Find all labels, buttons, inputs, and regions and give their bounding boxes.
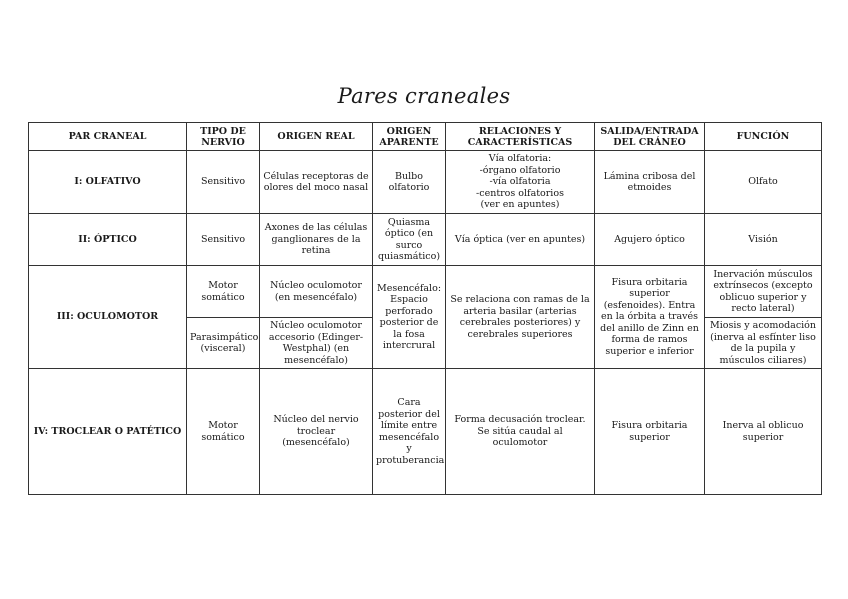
funcion-cell: Olfato [705, 151, 822, 214]
relaciones-cell [446, 369, 595, 495]
par-name: I: OLFATIVO [29, 151, 187, 214]
origen-real-cell: Axones de las células ganglionares de la retina [260, 214, 373, 266]
tipo-cell: Motor somático [187, 369, 260, 495]
table-row-troclear [29, 369, 822, 495]
funcion-cell: Miosis y acomodación (inerva al esfínter liso de la pupila y músculos ciliares) [705, 318, 822, 369]
relaciones-line: Vía olfatoria: [488, 153, 552, 165]
table-row-oculomotor [29, 266, 822, 318]
salida-cell: Agujero óptico [595, 214, 705, 266]
header-origen-aparente: ORIGEN APARENTE [373, 123, 446, 151]
par-name: IV: TROCLEAR O PATÉTICO [29, 369, 187, 495]
par-name: II: ÓPTICO [29, 214, 187, 266]
origen-aparente-cell: Bulbo olfatorio [373, 151, 446, 214]
salida-cell: Fisura orbitaria superior (esfenoides). Entra en la órbita a través del anillo de Zinn en forma de ramos superior e inferior [595, 266, 705, 369]
relaciones-line: -órgano olfatorio [479, 164, 561, 176]
cranial-nerves-table [28, 122, 822, 495]
header-origen-real: ORIGEN REAL [260, 123, 373, 151]
origen-real-cell: Núcleo oculomotor accesorio (Edinger-Westphal) (en mesencéfalo) [260, 318, 373, 369]
relaciones-line: Se sitúa caudal al oculomotor [477, 425, 563, 449]
origen-real-cell: Núcleo del nervio troclear (mesencéfalo) [260, 369, 373, 495]
page-title: Pares craneales [337, 84, 511, 108]
tipo-cell: Motor somático [187, 266, 260, 318]
tipo-cell: Sensitivo [187, 151, 260, 214]
header-row [29, 123, 822, 151]
relaciones-line: Forma decusación troclear. [454, 414, 586, 426]
origen-aparente-cell: Mesencéfalo: Espacio perforado posterior de la fosa intercrural [373, 266, 446, 369]
relaciones-line: -centros olfatorios [476, 187, 564, 199]
tipo-cell: Parasimpático (visceral) [187, 318, 260, 369]
funcion-cell: Inervación músculos extrínsecos (excepto oblicuo superior y recto lateral) [705, 266, 822, 318]
relaciones-line: (ver en apuntes) [480, 199, 560, 211]
funcion-cell: Visión [705, 214, 822, 266]
relaciones-cell: Vía óptica (ver en apuntes) [446, 214, 595, 266]
salida-cell: Fisura orbitaria superior [595, 369, 705, 495]
relaciones-cell: Se relaciona con ramas de la arteria basilar (arterias cerebrales posteriores) y cerebrales superiores [446, 266, 595, 369]
origen-real-cell: Células receptoras de olores del moco nasal [260, 151, 373, 214]
header-tipo: TIPO DE NERVIO [187, 123, 260, 151]
header-funcion: FUNCIÓN [705, 123, 822, 151]
tipo-cell: Sensitivo [187, 214, 260, 266]
origen-aparente-cell: Quiasma óptico (en surco quiasmático) [373, 214, 446, 266]
relaciones-cell [446, 151, 595, 214]
table-row-olfativo [29, 151, 822, 214]
origen-real-cell: Núcleo oculomotor (en mesencéfalo) [260, 266, 373, 318]
header-par: PAR CRANEAL [29, 123, 187, 151]
header-salida: SALIDA/ENTRADA DEL CRÁNEO [595, 123, 705, 151]
funcion-cell: Inerva al oblicuo superior [705, 369, 822, 495]
salida-cell: Lámina cribosa del etmoides [595, 151, 705, 214]
origen-aparente-cell: Cara posterior del límite entre mesencéfalo y protuberancia [373, 369, 446, 495]
par-name: III: OCULOMOTOR [29, 266, 187, 369]
header-relaciones: RELACIONES Y CARACTERÍSTICAS [446, 123, 595, 151]
relaciones-line: -vía olfatoria [489, 176, 551, 188]
table-row-optico [29, 214, 822, 266]
